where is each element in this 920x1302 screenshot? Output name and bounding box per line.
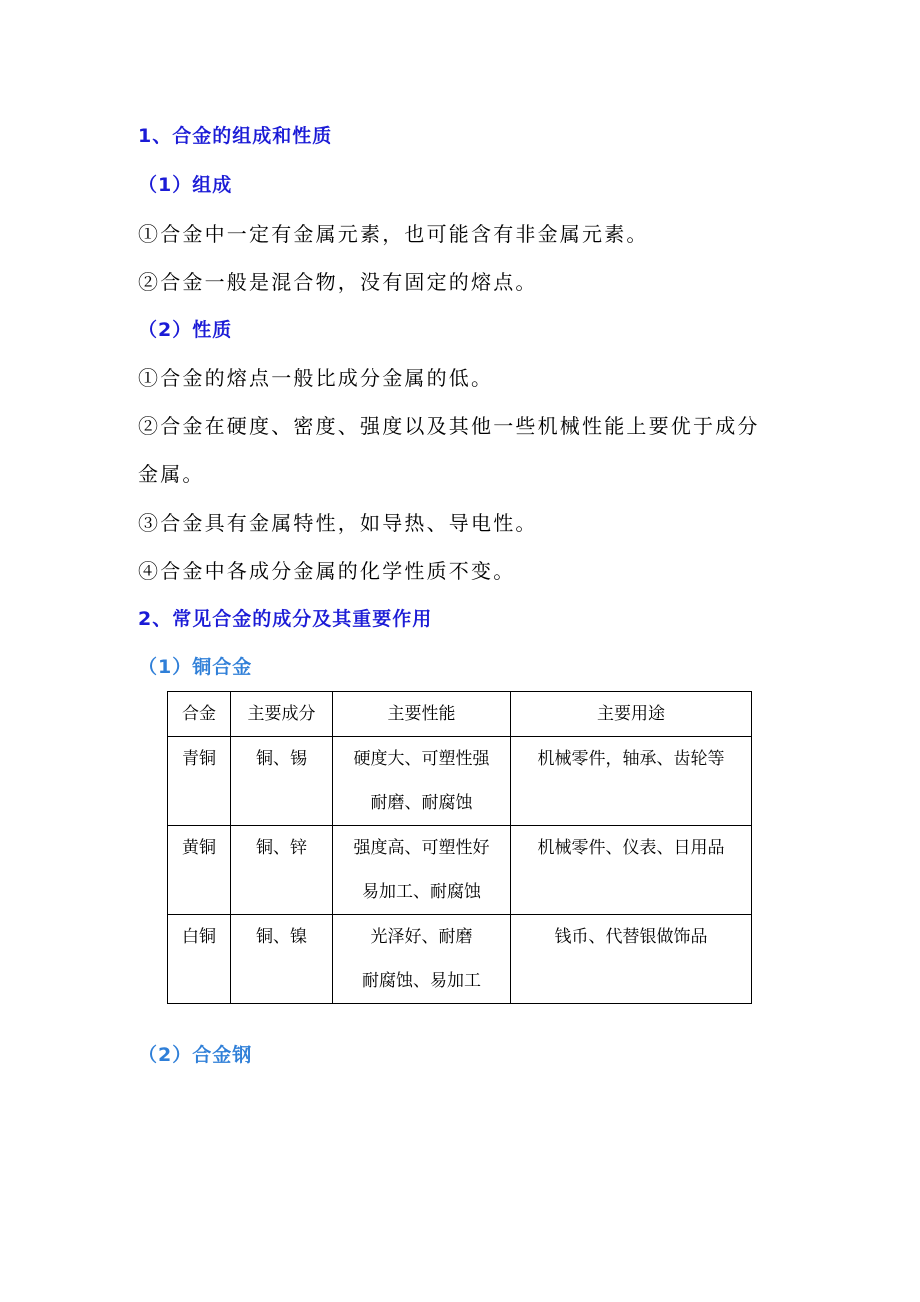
section2-sub2-title: （2）合金钢 <box>138 1044 253 1066</box>
copper-alloy-table <box>167 691 752 1004</box>
property-item-continued: 金属。 <box>138 462 205 486</box>
cell-components: 铜、镍 <box>231 915 333 1004</box>
property-line: 光泽好、耐磨 <box>370 927 473 947</box>
header-components: 主要成分 <box>231 692 333 737</box>
table-row <box>168 737 752 826</box>
property-line: 硬度大、可塑性强 <box>353 749 490 769</box>
cell-properties <box>333 826 511 915</box>
cell-properties <box>333 737 511 826</box>
property-line: 强度高、可塑性好 <box>353 838 490 858</box>
section1-sub1-title: （1）组成 <box>138 174 233 196</box>
property-item: ①合金的熔点一般比成分金属的低。 <box>138 366 494 390</box>
header-alloy: 合金 <box>168 692 231 737</box>
section2-title: 2、常见合金的成分及其重要作用 <box>138 608 433 630</box>
header-uses: 主要用途 <box>511 692 752 737</box>
cell-properties <box>333 915 511 1004</box>
property-line: 易加工、耐腐蚀 <box>362 882 481 902</box>
cell-alloy: 青铜 <box>168 737 231 826</box>
cell-alloy: 白铜 <box>168 915 231 1004</box>
composition-item: ①合金中一定有金属元素，也可能含有非金属元素。 <box>138 222 649 246</box>
section1-title: 1、合金的组成和性质 <box>138 125 333 147</box>
table-row <box>168 826 752 915</box>
header-properties: 主要性能 <box>333 692 511 737</box>
cell-components: 铜、锡 <box>231 737 333 826</box>
cell-uses: 机械零件、仪表、日用品 <box>511 826 752 915</box>
composition-item: ②合金一般是混合物，没有固定的熔点。 <box>138 270 538 294</box>
cell-uses: 机械零件，轴承、齿轮等 <box>511 737 752 826</box>
table-row <box>168 915 752 1004</box>
property-line: 耐磨、耐腐蚀 <box>370 793 473 813</box>
table-header-row <box>168 692 752 737</box>
property-line: 耐腐蚀、易加工 <box>362 971 481 991</box>
cell-uses: 钱币、代替银做饰品 <box>511 915 752 1004</box>
section1-sub2-title: （2）性质 <box>138 319 233 341</box>
cell-components: 铜、锌 <box>231 826 333 915</box>
section2-sub1-title: （1）铜合金 <box>138 656 253 678</box>
property-item: ④合金中各成分金属的化学性质不变。 <box>138 559 516 583</box>
property-item: ②合金在硬度、密度、强度以及其他一些机械性能上要优于成分 <box>138 414 760 438</box>
cell-alloy: 黄铜 <box>168 826 231 915</box>
property-item: ③合金具有金属特性，如导热、导电性。 <box>138 511 538 535</box>
